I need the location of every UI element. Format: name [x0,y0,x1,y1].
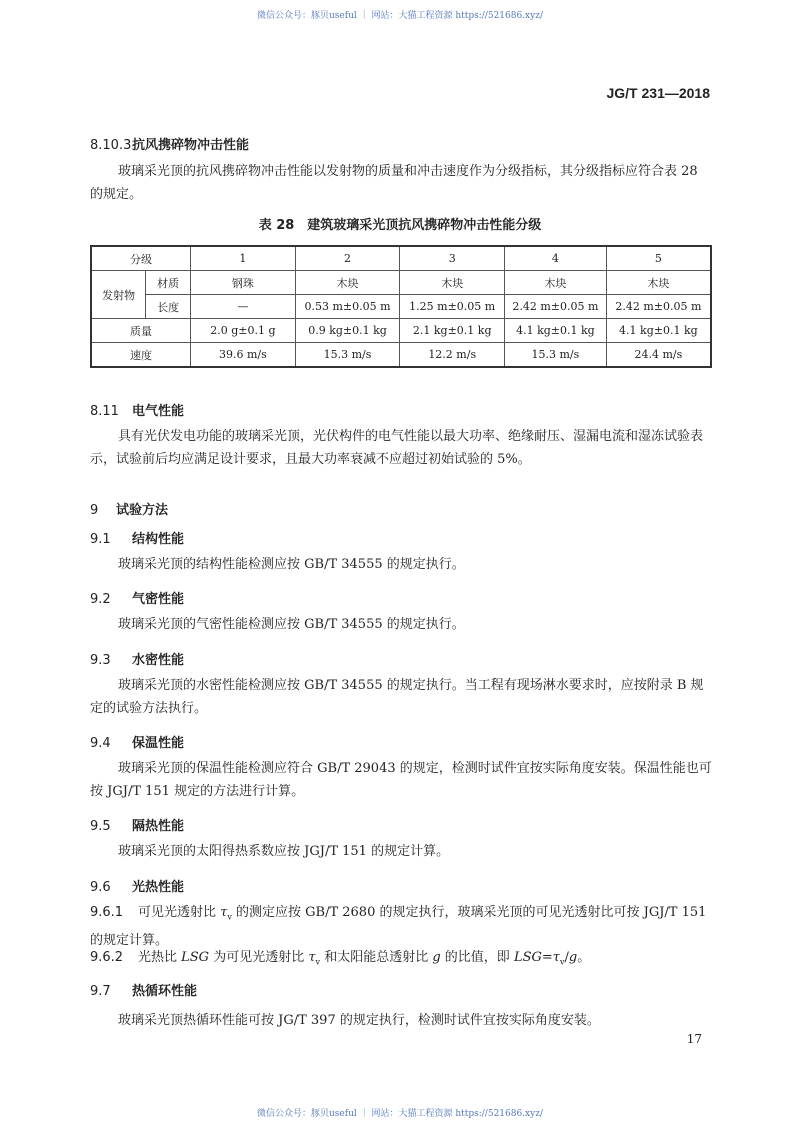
heading-9-3 [90,649,184,668]
table-cell: 钢珠 [191,271,296,295]
paragraph: 玻璃采光顶的保温性能检测应符合 GB/T 29043 的规定，检测时试件宜按实际角度安装。保温性能也可按 JGJ/T 151 规定的方法进行计算。 [90,761,712,799]
table-caption: 表 28 建筑玻璃采光顶抗风携碎物冲击性能分级 [258,218,542,233]
heading-9-1 [90,528,184,547]
section-title: 保温性能 [132,736,185,751]
table-cell: 木块 [606,271,711,295]
clause-9-6-2: 9.6.2 光热比 LSG 为可见光透射比 $\tau_v$ 和太阳能总透射比 g 的比值，即 $LSG=\tau_v/g$。 [90,946,712,974]
text: 。 [577,950,591,965]
symbol-tau: τ [220,905,228,920]
section-number: 8.11 [90,404,119,419]
section-number: 9.6 [90,880,111,895]
section-number: 9.2 [90,592,111,607]
subscript: v [315,957,321,967]
section-title: 光热性能 [132,880,185,895]
table-cell: 0.53 m±0.05 m [295,295,400,319]
clause-number: 9.6.1 [90,905,124,920]
subscript: v [559,957,565,967]
section-number: 9.5 [90,819,111,834]
table-cell: — [191,295,296,319]
clause-number: 9.6.2 [90,950,124,965]
table-cell: 24.4 m/s [606,343,711,368]
heading-9 [90,499,168,518]
table-cell: 2.0 g±0.1 g [191,319,296,343]
page-number: 17 [686,1032,702,1046]
table-cell: 2.1 kg±0.1 kg [400,319,505,343]
section-title: 气密性能 [132,592,185,607]
text: 光热比 [138,950,182,965]
paragraph: 玻璃采光顶的抗风携碎物冲击性能以发射物的质量和冲击速度作为分级指标，其分级指标应符合表 28 的规定。 [90,164,698,202]
paragraph: 玻璃采光顶的太阳得热系数应按 JGJ/T 151 的规定计算。 [118,844,450,859]
section-title: 试验方法 [116,503,169,518]
standard-header: JG/T 231—2018 [606,85,710,101]
table-row [91,271,711,295]
table-header-cell: 长度 [146,295,191,319]
section-number: 9.1 [90,532,111,547]
table-row [91,295,711,319]
section-number: 9 [90,503,99,518]
symbol-tau: τ [552,950,560,965]
symbol-lsg: LSG [513,950,542,965]
table-row [91,319,711,343]
paragraph: 玻璃采光顶的气密性能检测应按 GB/T 34555 的规定执行。 [118,617,465,632]
symbol-g: g [432,950,441,965]
table-cell: 4 [505,246,607,271]
table-cell: 39.6 m/s [191,343,296,368]
heading-9-4 [90,732,184,751]
table-header-cell: 分级 [91,246,191,271]
table-cell: 15.3 m/s [295,343,400,368]
heading-8-10-3 [90,134,249,153]
symbol-g: g [568,950,578,965]
watermark-bottom: 微信公众号：豚贝useful ｜ 网站：大猫工程资源 https://521686.xyz/ [257,1109,543,1119]
table-cell: 4.1 kg±0.1 kg [606,319,711,343]
table-cell: 5 [606,246,711,271]
symbol-lsg: LSG [181,950,210,965]
table-cell: 12.2 m/s [400,343,505,368]
table-row [91,246,711,271]
section-title: 水密性能 [132,653,185,668]
paragraph: 玻璃采光顶的水密性能检测应按 GB/T 34555 的规定执行。当工程有现场淋水要求时，应按附录 B 规定的试验方法执行。 [90,678,704,716]
table-row [91,343,711,368]
section-title: 抗风携碎物冲击性能 [132,138,250,153]
section-title: 隔热性能 [132,819,185,834]
text: 为可见光透射比 [209,950,309,965]
text: 的测定应按 GB/T 2680 的规定执行，玻璃采光顶的可见光透射比可按 JGJ/T 151 的规定计算。 [90,905,707,948]
section-title: 热循环性能 [132,984,198,999]
table-header-cell: 速度 [91,343,191,368]
table-header-cell: 材质 [146,271,191,295]
heading-9-5 [90,815,184,834]
paragraph: 玻璃采光顶热循环性能可按 JG/T 397 的规定执行，检测时试件宜按实际角度安装。 [118,1013,600,1028]
section-number: 8.10.3 [90,138,132,153]
table-header-cell: 发射物 [91,271,146,319]
subscript: v [227,912,232,922]
heading-9-6 [90,876,184,895]
paragraph: 玻璃采光顶的结构性能检测应按 GB/T 34555 的规定执行。 [118,557,465,572]
table-cell: 15.3 m/s [505,343,607,368]
table-cell: 木块 [400,271,505,295]
section-title: 结构性能 [132,532,185,547]
table-cell: 3 [400,246,505,271]
heading-9-7 [90,980,197,999]
section-number: 9.7 [90,984,111,999]
table-cell: 木块 [295,271,400,295]
text: 可见光透射比 [138,905,221,920]
clause-9-6-1 [90,901,712,952]
symbol-tau: τ [308,950,316,965]
impact-grade-table [90,245,712,368]
table-cell: 2.42 m±0.05 m [606,295,711,319]
table-header-cell: 质量 [91,319,191,343]
table-cell: 4.1 kg±0.1 kg [505,319,607,343]
table-cell: 1 [191,246,296,271]
section-number: 9.3 [90,653,111,668]
text: 和太阳能总透射比 [320,950,433,965]
table-cell: 木块 [505,271,607,295]
section-number: 9.4 [90,736,111,751]
table-cell: 2 [295,246,400,271]
heading-8-11 [90,400,184,419]
table-cell: 1.25 m±0.05 m [400,295,505,319]
table-cell: 0.9 kg±0.1 kg [295,319,400,343]
text: 的比值，即 [440,950,514,965]
heading-9-2 [90,588,184,607]
paragraph: 具有光伏发电功能的玻璃采光顶，光伏构件的电气性能以最大功率、绝缘耐压、湿漏电流和湿冻试验表示，试验前后均应满足设计要求，且最大功率衰减不应超过初始试验的 5%。 [90,429,704,467]
table-cell: 2.42 m±0.05 m [505,295,607,319]
watermark-top: 微信公众号：豚贝useful ｜ 网站：大猫工程资源 https://521686.xyz/ [257,11,543,21]
section-title: 电气性能 [132,404,185,419]
